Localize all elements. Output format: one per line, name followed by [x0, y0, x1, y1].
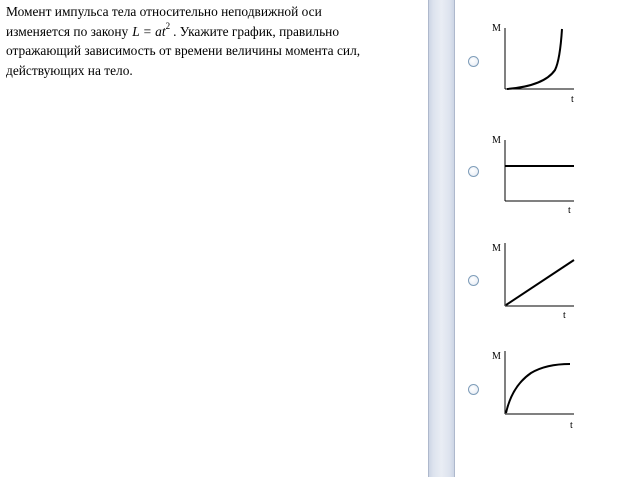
y-axis-label: M	[492, 243, 501, 254]
y-axis-label: M	[492, 23, 501, 34]
y-axis-label: M	[492, 351, 501, 362]
question-line-2-start: изменяется по закону	[6, 23, 129, 39]
formula	[132, 22, 170, 42]
scrollbar-divider	[428, 0, 455, 477]
answer-graph-1	[486, 20, 581, 105]
answer-radio-2[interactable]	[468, 166, 479, 177]
y-axis-label: M	[492, 135, 501, 146]
question-line-3: отражающий зависимость от времени величины момента сил,	[6, 43, 361, 58]
answer-graph-2	[486, 132, 581, 217]
x-axis-label: t	[570, 420, 573, 431]
x-axis-label: t	[568, 205, 571, 216]
formula-main: L = at	[132, 23, 166, 39]
curve-exponential-growth	[507, 29, 562, 89]
curve-linear	[506, 260, 574, 305]
question-line-1: Момент импульса тела относительно неподвижной оси	[6, 4, 322, 19]
answer-radio-3[interactable]	[468, 275, 479, 286]
curve-saturating	[506, 364, 570, 413]
x-axis-label: t	[571, 94, 574, 105]
answer-graph-3	[486, 238, 581, 323]
question-text	[6, 2, 421, 80]
question-line-2-end: . Укажите график, правильно	[173, 23, 340, 39]
answer-radio-1[interactable]	[468, 56, 479, 67]
answer-graph-4	[486, 346, 581, 431]
formula-exponent: 2	[165, 20, 171, 31]
question-line-4: действующих на тело.	[6, 62, 133, 78]
x-axis-label: t	[563, 310, 566, 321]
answer-radio-4[interactable]	[468, 384, 479, 395]
question-line-2	[6, 22, 421, 42]
